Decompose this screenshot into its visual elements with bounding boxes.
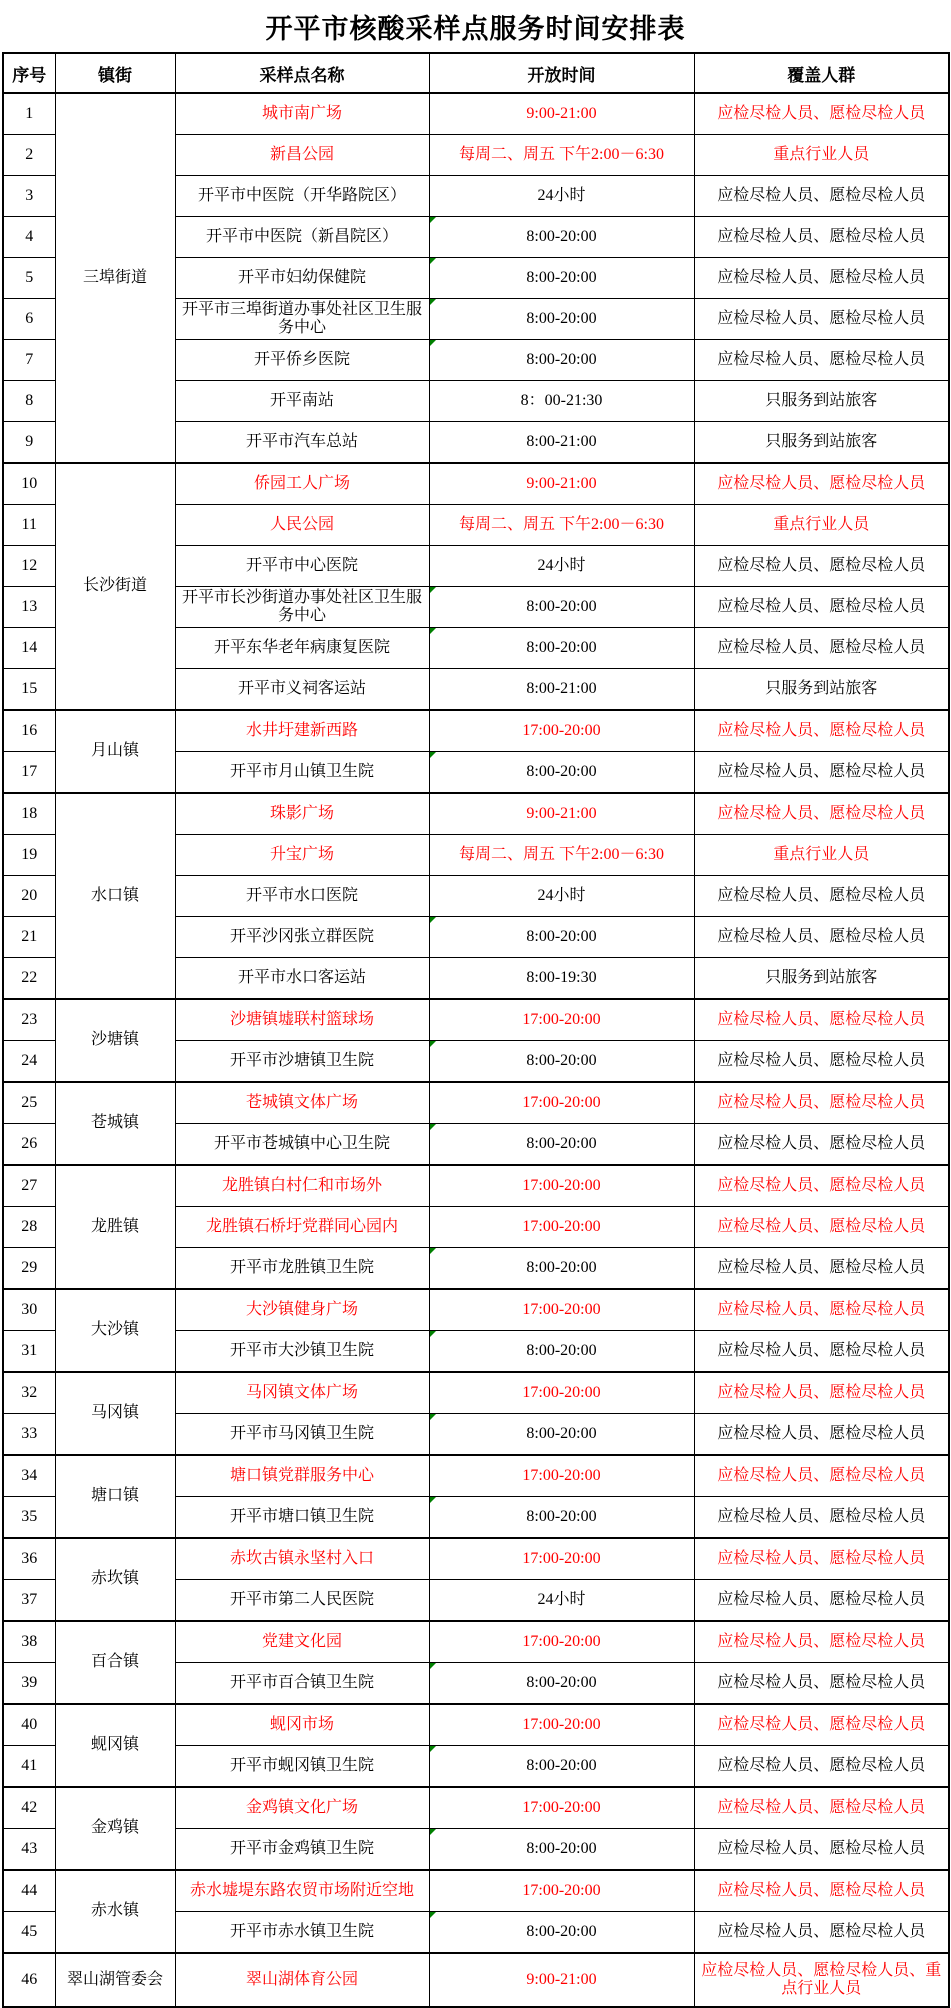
coverage-cell: 应检尽检人员、愿检尽检人员、重点行业人员 <box>694 1953 949 2007</box>
note-marker-icon <box>430 752 436 758</box>
coverage-cell: 应检尽检人员、愿检尽检人员 <box>694 1372 949 1414</box>
open-time-cell: 24小时 <box>429 546 694 587</box>
row-number-cell: 19 <box>3 835 55 876</box>
site-name-cell: 马冈镇文体广场 <box>175 1372 429 1414</box>
open-time-cell: 8:00-20:00 <box>429 1331 694 1373</box>
site-name-cell: 苍城镇文体广场 <box>175 1082 429 1124</box>
note-marker-icon <box>430 340 436 346</box>
site-name-cell: 开平市马冈镇卫生院 <box>175 1414 429 1456</box>
site-name-cell: 金鸡镇文化广场 <box>175 1787 429 1829</box>
coverage-cell: 应检尽检人员、愿检尽检人员 <box>694 1124 949 1166</box>
coverage-cell: 应检尽检人员、愿检尽检人员 <box>694 1165 949 1207</box>
open-time-cell: 17:00-20:00 <box>429 1538 694 1580</box>
table-row <box>3 710 949 752</box>
row-number-cell: 43 <box>3 1829 55 1871</box>
header-open-time: 开放时间 <box>429 53 694 93</box>
site-name-cell: 开平市百合镇卫生院 <box>175 1663 429 1705</box>
coverage-cell: 应检尽检人员、愿检尽检人员 <box>694 299 949 340</box>
coverage-cell: 应检尽检人员、愿检尽检人员 <box>694 258 949 299</box>
site-name-cell: 珠影广场 <box>175 793 429 835</box>
town-cell: 赤坎镇 <box>55 1538 175 1621</box>
row-number-cell: 26 <box>3 1124 55 1166</box>
row-number-cell: 30 <box>3 1289 55 1331</box>
note-marker-icon <box>430 917 436 923</box>
row-number-cell: 8 <box>3 381 55 422</box>
table-row <box>3 1870 949 1912</box>
coverage-cell: 应检尽检人员、愿检尽检人员 <box>694 1414 949 1456</box>
site-name-cell: 侨园工人广场 <box>175 463 429 505</box>
site-name-cell: 开平市塘口镇卫生院 <box>175 1497 429 1539</box>
coverage-cell: 应检尽检人员、愿检尽检人员 <box>694 546 949 587</box>
town-cell: 水口镇 <box>55 793 175 999</box>
coverage-cell: 应检尽检人员、愿检尽检人员 <box>694 93 949 135</box>
coverage-cell: 应检尽检人员、愿检尽检人员 <box>694 628 949 669</box>
coverage-cell: 应检尽检人员、愿检尽检人员 <box>694 999 949 1041</box>
row-number-cell: 28 <box>3 1207 55 1248</box>
row-number-cell: 42 <box>3 1787 55 1829</box>
site-name-cell: 沙塘镇墟联村篮球场 <box>175 999 429 1041</box>
open-time-cell: 8:00-20:00 <box>429 299 694 340</box>
site-name-cell: 开平市义祠客运站 <box>175 669 429 711</box>
site-name-cell: 开平东华老年病康复医院 <box>175 628 429 669</box>
open-time-cell: 8：00-21:30 <box>429 381 694 422</box>
site-name-cell: 龙胜镇石桥圩党群同心园内 <box>175 1207 429 1248</box>
open-time-cell: 8:00-20:00 <box>429 1414 694 1456</box>
open-time-cell: 8:00-20:00 <box>429 1248 694 1290</box>
row-number-cell: 6 <box>3 299 55 340</box>
coverage-cell: 重点行业人员 <box>694 835 949 876</box>
site-name-cell: 龙胜镇白村仁和市场外 <box>175 1165 429 1207</box>
row-number-cell: 20 <box>3 876 55 917</box>
coverage-cell: 应检尽检人员、愿检尽检人员 <box>694 1497 949 1539</box>
coverage-cell: 应检尽检人员、愿检尽检人员 <box>694 1912 949 1954</box>
table-row <box>3 1455 949 1497</box>
row-number-cell: 32 <box>3 1372 55 1414</box>
row-number-cell: 35 <box>3 1497 55 1539</box>
open-time-cell: 9:00-21:00 <box>429 793 694 835</box>
open-time-cell: 17:00-20:00 <box>429 1455 694 1497</box>
town-cell: 翠山湖管委会 <box>55 1953 175 2007</box>
row-number-cell: 39 <box>3 1663 55 1705</box>
note-marker-icon <box>430 628 436 634</box>
coverage-cell: 应检尽检人员、愿检尽检人员 <box>694 1663 949 1705</box>
note-marker-icon <box>430 1124 436 1130</box>
open-time-cell: 8:00-19:30 <box>429 958 694 1000</box>
site-name-cell: 开平市月山镇卫生院 <box>175 752 429 794</box>
town-cell: 百合镇 <box>55 1621 175 1704</box>
open-time-cell: 8:00-20:00 <box>429 1746 694 1788</box>
site-name-cell: 水井圩建新西路 <box>175 710 429 752</box>
row-number-cell: 25 <box>3 1082 55 1124</box>
row-number-cell: 5 <box>3 258 55 299</box>
open-time-cell: 17:00-20:00 <box>429 1621 694 1663</box>
coverage-cell: 应检尽检人员、愿检尽检人员 <box>694 1870 949 1912</box>
open-time-cell: 8:00-20:00 <box>429 587 694 628</box>
schedule-table-body <box>3 93 949 2007</box>
coverage-cell: 应检尽检人员、愿检尽检人员 <box>694 217 949 258</box>
coverage-cell: 只服务到站旅客 <box>694 381 949 422</box>
schedule-table <box>2 52 950 2008</box>
table-row <box>3 93 949 135</box>
open-time-cell: 17:00-20:00 <box>429 1165 694 1207</box>
site-name-cell: 开平侨乡医院 <box>175 340 429 381</box>
open-time-cell: 17:00-20:00 <box>429 1870 694 1912</box>
note-marker-icon <box>430 1414 436 1420</box>
town-cell: 马冈镇 <box>55 1372 175 1455</box>
site-name-cell: 开平市龙胜镇卫生院 <box>175 1248 429 1290</box>
open-time-cell: 8:00-20:00 <box>429 258 694 299</box>
row-number-cell: 2 <box>3 135 55 176</box>
town-cell: 蚬冈镇 <box>55 1704 175 1787</box>
open-time-cell: 8:00-20:00 <box>429 752 694 794</box>
table-row <box>3 999 949 1041</box>
site-name-cell: 开平市赤水镇卫生院 <box>175 1912 429 1954</box>
coverage-cell: 重点行业人员 <box>694 135 949 176</box>
coverage-cell: 应检尽检人员、愿检尽检人员 <box>694 463 949 505</box>
coverage-cell: 应检尽检人员、愿检尽检人员 <box>694 1704 949 1746</box>
site-name-cell: 开平市中医院（新昌院区） <box>175 217 429 258</box>
open-time-cell: 8:00-20:00 <box>429 1497 694 1539</box>
open-time-cell: 17:00-20:00 <box>429 1787 694 1829</box>
open-time-cell: 每周二、周五 下午2:00－6:30 <box>429 135 694 176</box>
row-number-cell: 41 <box>3 1746 55 1788</box>
open-time-cell: 24小时 <box>429 876 694 917</box>
site-name-cell: 城市南广场 <box>175 93 429 135</box>
coverage-cell: 应检尽检人员、愿检尽检人员 <box>694 917 949 958</box>
coverage-cell: 只服务到站旅客 <box>694 422 949 464</box>
row-number-cell: 44 <box>3 1870 55 1912</box>
open-time-cell: 17:00-20:00 <box>429 710 694 752</box>
note-marker-icon <box>430 1746 436 1752</box>
row-number-cell: 16 <box>3 710 55 752</box>
open-time-cell: 17:00-20:00 <box>429 1082 694 1124</box>
site-name-cell: 升宝广场 <box>175 835 429 876</box>
row-number-cell: 27 <box>3 1165 55 1207</box>
coverage-cell: 应检尽检人员、愿检尽检人员 <box>694 1207 949 1248</box>
open-time-cell: 8:00-20:00 <box>429 1124 694 1166</box>
coverage-cell: 应检尽检人员、愿检尽检人员 <box>694 1289 949 1331</box>
row-number-cell: 18 <box>3 793 55 835</box>
header-site-name: 采样点名称 <box>175 53 429 93</box>
row-number-cell: 38 <box>3 1621 55 1663</box>
coverage-cell: 重点行业人员 <box>694 505 949 546</box>
row-number-cell: 3 <box>3 176 55 217</box>
coverage-cell: 应检尽检人员、愿检尽检人员 <box>694 1538 949 1580</box>
page-title: 开平市核酸采样点服务时间安排表 <box>265 14 686 44</box>
site-name-cell: 开平市大沙镇卫生院 <box>175 1331 429 1373</box>
note-marker-icon <box>430 1248 436 1254</box>
site-name-cell: 赤水墟堤东路农贸市场附近空地 <box>175 1870 429 1912</box>
row-number-cell: 11 <box>3 505 55 546</box>
coverage-cell: 应检尽检人员、愿检尽检人员 <box>694 793 949 835</box>
coverage-cell: 应检尽检人员、愿检尽检人员 <box>694 1455 949 1497</box>
coverage-cell: 应检尽检人员、愿检尽检人员 <box>694 1580 949 1622</box>
town-cell: 长沙街道 <box>55 463 175 710</box>
row-number-cell: 14 <box>3 628 55 669</box>
town-cell: 金鸡镇 <box>55 1787 175 1870</box>
row-number-cell: 34 <box>3 1455 55 1497</box>
row-number-cell: 22 <box>3 958 55 1000</box>
site-name-cell: 开平市水口客运站 <box>175 958 429 1000</box>
town-cell: 塘口镇 <box>55 1455 175 1538</box>
table-row <box>3 1704 949 1746</box>
town-cell: 赤水镇 <box>55 1870 175 1953</box>
open-time-cell: 17:00-20:00 <box>429 1372 694 1414</box>
row-number-cell: 45 <box>3 1912 55 1954</box>
site-name-cell: 开平市金鸡镇卫生院 <box>175 1829 429 1871</box>
town-cell: 大沙镇 <box>55 1289 175 1372</box>
table-row <box>3 1165 949 1207</box>
town-cell: 三埠街道 <box>55 93 175 463</box>
coverage-cell: 应检尽检人员、愿检尽检人员 <box>694 1746 949 1788</box>
note-marker-icon <box>430 1041 436 1047</box>
table-row <box>3 1787 949 1829</box>
note-marker-icon <box>430 217 436 223</box>
table-row <box>3 1289 949 1331</box>
coverage-cell: 应检尽检人员、愿检尽检人员 <box>694 752 949 794</box>
note-marker-icon <box>430 258 436 264</box>
coverage-cell: 应检尽检人员、愿检尽检人员 <box>694 1248 949 1290</box>
coverage-cell: 应检尽检人员、愿检尽检人员 <box>694 176 949 217</box>
coverage-cell: 应检尽检人员、愿检尽检人员 <box>694 1829 949 1871</box>
open-time-cell: 每周二、周五 下午2:00－6:30 <box>429 835 694 876</box>
table-row <box>3 1621 949 1663</box>
open-time-cell: 8:00-20:00 <box>429 1829 694 1871</box>
row-number-cell: 1 <box>3 93 55 135</box>
coverage-cell: 应检尽检人员、愿检尽检人员 <box>694 1621 949 1663</box>
site-name-cell: 党建文化园 <box>175 1621 429 1663</box>
open-time-cell: 24小时 <box>429 1580 694 1622</box>
coverage-cell: 应检尽检人员、愿检尽检人员 <box>694 1041 949 1083</box>
site-name-cell: 蚬冈市场 <box>175 1704 429 1746</box>
header-index: 序号 <box>3 53 55 93</box>
note-marker-icon <box>430 1331 436 1337</box>
note-marker-icon <box>430 299 436 305</box>
table-row <box>3 793 949 835</box>
site-name-cell: 开平市苍城镇中心卫生院 <box>175 1124 429 1166</box>
coverage-cell: 应检尽检人员、愿检尽检人员 <box>694 876 949 917</box>
table-row <box>3 1082 949 1124</box>
coverage-cell: 应检尽检人员、愿检尽检人员 <box>694 1331 949 1373</box>
site-name-cell: 新昌公园 <box>175 135 429 176</box>
row-number-cell: 36 <box>3 1538 55 1580</box>
table-header-row <box>3 53 949 93</box>
coverage-cell: 应检尽检人员、愿检尽检人员 <box>694 1787 949 1829</box>
table-row <box>3 1953 949 2007</box>
open-time-cell: 8:00-20:00 <box>429 1041 694 1083</box>
row-number-cell: 29 <box>3 1248 55 1290</box>
open-time-cell: 17:00-20:00 <box>429 1207 694 1248</box>
row-number-cell: 9 <box>3 422 55 464</box>
open-time-cell: 9:00-21:00 <box>429 1953 694 2007</box>
open-time-cell: 24小时 <box>429 176 694 217</box>
open-time-cell: 8:00-20:00 <box>429 1663 694 1705</box>
open-time-cell: 8:00-20:00 <box>429 628 694 669</box>
open-time-cell: 8:00-20:00 <box>429 340 694 381</box>
note-marker-icon <box>430 1829 436 1835</box>
header-coverage: 覆盖人群 <box>694 53 949 93</box>
row-number-cell: 31 <box>3 1331 55 1373</box>
row-number-cell: 33 <box>3 1414 55 1456</box>
table-row <box>3 1538 949 1580</box>
site-name-cell: 大沙镇健身广场 <box>175 1289 429 1331</box>
site-name-cell: 开平市沙塘镇卫生院 <box>175 1041 429 1083</box>
row-number-cell: 7 <box>3 340 55 381</box>
coverage-cell: 只服务到站旅客 <box>694 669 949 711</box>
note-marker-icon <box>430 1663 436 1669</box>
row-number-cell: 21 <box>3 917 55 958</box>
table-row <box>3 463 949 505</box>
site-name-cell: 开平沙冈张立群医院 <box>175 917 429 958</box>
row-number-cell: 40 <box>3 1704 55 1746</box>
town-cell: 苍城镇 <box>55 1082 175 1165</box>
town-cell: 沙塘镇 <box>55 999 175 1082</box>
coverage-cell: 只服务到站旅客 <box>694 958 949 1000</box>
coverage-cell: 应检尽检人员、愿检尽检人员 <box>694 587 949 628</box>
coverage-cell: 应检尽检人员、愿检尽检人员 <box>694 710 949 752</box>
row-number-cell: 23 <box>3 999 55 1041</box>
site-name-cell: 开平市水口医院 <box>175 876 429 917</box>
table-row <box>3 1372 949 1414</box>
note-marker-icon <box>430 1912 436 1918</box>
open-time-cell: 9:00-21:00 <box>429 93 694 135</box>
site-name-cell: 开平市中医院（开华路院区） <box>175 176 429 217</box>
open-time-cell: 每周二、周五 下午2:00－6:30 <box>429 505 694 546</box>
town-cell: 龙胜镇 <box>55 1165 175 1289</box>
site-name-cell: 开平市妇幼保健院 <box>175 258 429 299</box>
site-name-cell: 翠山湖体育公园 <box>175 1953 429 2007</box>
open-time-cell: 8:00-20:00 <box>429 217 694 258</box>
row-number-cell: 10 <box>3 463 55 505</box>
note-marker-icon <box>430 1497 436 1503</box>
row-number-cell: 13 <box>3 587 55 628</box>
site-name-cell: 开平市三埠街道办事处社区卫生服务中心 <box>175 299 429 340</box>
coverage-cell: 应检尽检人员、愿检尽检人员 <box>694 340 949 381</box>
row-number-cell: 37 <box>3 1580 55 1622</box>
open-time-cell: 17:00-20:00 <box>429 999 694 1041</box>
site-name-cell: 开平市长沙街道办事处社区卫生服务中心 <box>175 587 429 628</box>
site-name-cell: 人民公园 <box>175 505 429 546</box>
open-time-cell: 8:00-20:00 <box>429 917 694 958</box>
site-name-cell: 塘口镇党群服务中心 <box>175 1455 429 1497</box>
site-name-cell: 赤坎古镇永坚村入口 <box>175 1538 429 1580</box>
open-time-cell: 8:00-21:00 <box>429 422 694 464</box>
note-marker-icon <box>430 587 436 593</box>
row-number-cell: 4 <box>3 217 55 258</box>
row-number-cell: 15 <box>3 669 55 711</box>
open-time-cell: 9:00-21:00 <box>429 463 694 505</box>
open-time-cell: 8:00-21:00 <box>429 669 694 711</box>
site-name-cell: 开平南站 <box>175 381 429 422</box>
row-number-cell: 24 <box>3 1041 55 1083</box>
row-number-cell: 12 <box>3 546 55 587</box>
site-name-cell: 开平市中心医院 <box>175 546 429 587</box>
town-cell: 月山镇 <box>55 710 175 793</box>
row-number-cell: 46 <box>3 1953 55 2007</box>
site-name-cell: 开平市蚬冈镇卫生院 <box>175 1746 429 1788</box>
coverage-cell: 应检尽检人员、愿检尽检人员 <box>694 1082 949 1124</box>
site-name-cell: 开平市第二人民医院 <box>175 1580 429 1622</box>
row-number-cell: 17 <box>3 752 55 794</box>
header-town: 镇街 <box>55 53 175 93</box>
open-time-cell: 17:00-20:00 <box>429 1289 694 1331</box>
open-time-cell: 8:00-20:00 <box>429 1912 694 1954</box>
site-name-cell: 开平市汽车总站 <box>175 422 429 464</box>
open-time-cell: 17:00-20:00 <box>429 1704 694 1746</box>
